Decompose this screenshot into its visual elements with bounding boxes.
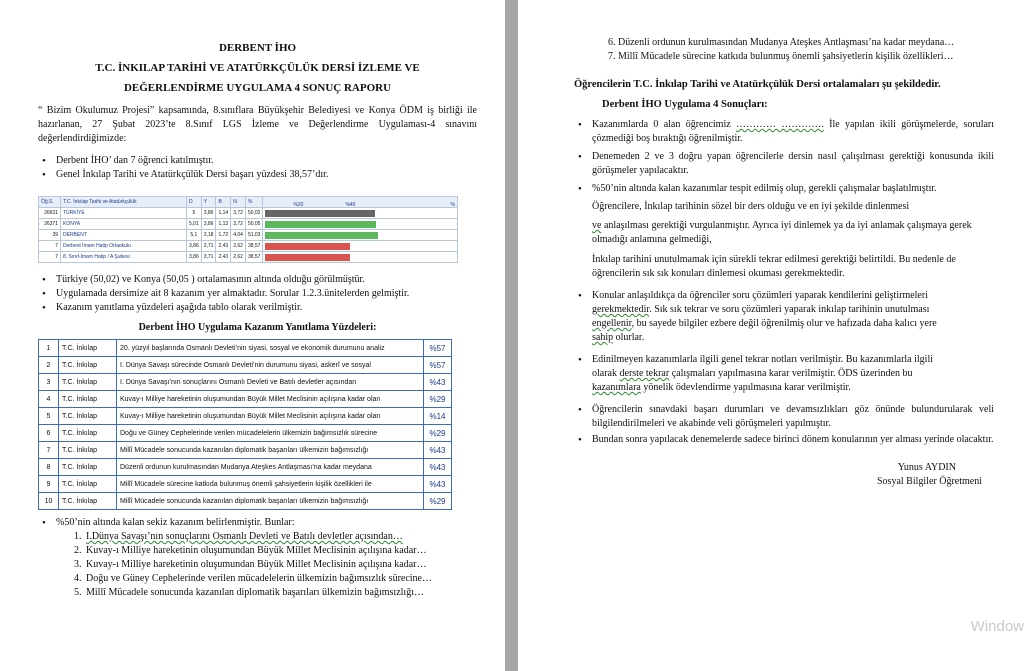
stats-cell-n: 39 [39, 230, 61, 241]
kazanim-cell-ders: T.C. İnkılap [59, 357, 117, 374]
kazanim-cell-pct: %43 [424, 442, 452, 459]
kazanim-cell-text: Kuvay-ı Milliye hareketinin oluşumundan Büyük Millet Meclisinin açılışına kadar olan [117, 408, 424, 425]
stats-cell-b: 1,14 [216, 208, 231, 219]
kazanim-cell-pct: %57 [424, 357, 452, 374]
stats-cell-y: 3,18 [201, 230, 216, 241]
list-item: 6. Düzenli ordunun kurulmasından Mudanya Ateşkes Antlaşması’na kadar meydana… [608, 37, 955, 48]
stats-cell-n: 7 [39, 241, 61, 252]
stats-cell-n: 26631 [39, 208, 61, 219]
stats-cell-y: 3,86 [201, 208, 216, 219]
list-item: • %50’nin altında kalan kazanımlar tespit edilmiş olup, gerekli çalışmalar başlatılmıştır. [574, 182, 994, 196]
stats-bar [265, 210, 375, 217]
stats-header-cell: Öğ.S. [39, 197, 61, 208]
study-bullets [574, 289, 994, 447]
stats-table [38, 196, 458, 263]
table-row [39, 459, 452, 476]
kazanim-cell-text: Doğu ve Güney Cephelerinde verilen mücadelelerin ülkemizin bağımsızlık sürecine [117, 425, 424, 442]
kazanim-cell-text: Millî Mücadele sonucunda kazanılan diplomatik başarıları ülkemizin bağımsızlığı [117, 442, 424, 459]
kazanim-cell-pct: %14 [424, 408, 452, 425]
stats-bar [265, 221, 375, 228]
list-item: • Denemeden 2 ve 3 doğru yapan öğrencilerle dersin nasıl çalışılması gerektiği konusunda ikili görüşmeler yapılacaktır. [574, 150, 994, 178]
report-title-line1: DERBENT İHO [218, 42, 297, 54]
stats-bar-cell [263, 219, 458, 230]
kazanim-cell-ders: T.C. İnkılap [59, 459, 117, 476]
kazanim-cell-no: 10 [39, 493, 59, 510]
intro-bullets [38, 154, 477, 182]
list-item: 7. Millî Mücadele sürecine katkıda bulunmuş önemli şahsiyetlerin kişilik özellikleri… [608, 51, 954, 62]
stats-cell-net: 3,72 [231, 219, 246, 230]
results-paragraphs [574, 200, 994, 281]
stats-header-cell: % [245, 197, 263, 208]
stats-cell-pct: 50,02 [245, 208, 263, 219]
kazanim-cell-no: 4 [39, 391, 59, 408]
signature-name: Yunus AYDIN [897, 462, 956, 473]
signature-title: Sosyal Bilgiler Öğretmeni [877, 476, 982, 487]
kazanim-cell-no: 7 [39, 442, 59, 459]
stats-row [39, 241, 458, 252]
kazanim-cell-ders: T.C. İnkılap [59, 476, 117, 493]
list-item: • Derbent İHO’ dan 7 öğrenci katılmıştır. [38, 154, 477, 168]
stats-cell-b: 1,13 [216, 219, 231, 230]
kazanim-cell-text: I. Dünya Savaşı’nın sonuçlarını Osmanlı Devleti ve Batılı devletler açısından [117, 374, 424, 391]
stats-bar-cell [263, 208, 458, 219]
kazanim-cell-no: 1 [39, 340, 59, 357]
kazanim-cell-ders: T.C. İnkılap [59, 408, 117, 425]
kazanim-cell-ders: T.C. İnkılap [59, 493, 117, 510]
stats-cell-pct: 38,57 [245, 252, 263, 263]
list-item: • %50’nin altında kalan sekiz kazanım belirlenmiştir. Bunlar: [38, 516, 477, 530]
stats-cell-b: 2,43 [216, 241, 231, 252]
list-item: • Genel İnkılap Tarihi ve Atatürkçülük Dersi başarı yüzdesi 38,57’dır. [38, 168, 477, 182]
stats-cell-name: 8. Sınıf-İmam Hatip / A Şubesi [61, 252, 187, 263]
stats-cell-d: 5 [187, 208, 202, 219]
stats-header-cell: N [231, 197, 246, 208]
kazanim-cell-pct: %57 [424, 340, 452, 357]
list-item: 3. Kuvay-ı Milliye hareketinin oluşumundan Büyük Millet Meclisinin açılışına kadar… [84, 558, 477, 572]
scale-label-pct: % [450, 202, 455, 208]
report-title-line2: T.C. İNKILAP TARİHİ VE ATATÜRKÇÜLÜK DERSİ İZLEME VE [95, 62, 420, 74]
stats-cell-pct: 38,57 [245, 241, 263, 252]
stats-cell-net: 2,62 [231, 241, 246, 252]
list-item: • Konular anlaşıldıkça da öğrenciler soru çözümleri yaparak kendilerini geliştirmeleri gerekmektedir. Sık sık tekrar ve soru çözümleri yaparak inkılap tarihinin unutulması engellenir, bu sayede bilgiler ezbere değil öğrenilmiş olur ve hafızada daha kalıcı yere sahip olurlar. [574, 289, 994, 345]
results-bullets [574, 118, 994, 196]
document-page-left [0, 0, 505, 671]
stats-cell-n: 26371 [39, 219, 61, 230]
stats-cell-name: Derbent İmam Hatip Ortaokulu [61, 241, 187, 252]
intro-paragraph: “ Bizim Okulumuz Projesi” kapsamında, 8.sınıflara Büyükşehir Belediyesi ve Konya ÖDM iş birliği ile hazırlanan, 27 Şubat 2023’te 8.Sınıf LGS İzleme ve Değerlendirme Uygulaması-4 sınavını değerlendirdiğimizde: [38, 105, 477, 144]
stats-cell-d: 3,86 [187, 252, 202, 263]
kazanim-cell-pct: %29 [424, 391, 452, 408]
below-threshold-bullet [38, 516, 477, 530]
list-item: 1. I.Dünya Savaşı’nın sonuçlarını Osmanlı Devleti ve Batılı devletler açısından… [84, 530, 477, 544]
paragraph: İnkılap tarihini unutulmamak için sürekli tekrar edilmesi gerektiği belirtildi. Bu nedenle de öğrencilerin sık sık konuları dinlemesi okuması gerekmektedir. [592, 254, 956, 279]
stats-cell-net: 4,04 [231, 230, 246, 241]
kazanim-cell-pct: %29 [424, 425, 452, 442]
stats-row [39, 208, 458, 219]
kazanim-cell-no: 6 [39, 425, 59, 442]
stats-bar-cell [263, 230, 458, 241]
stats-header-cell: Y [201, 197, 216, 208]
kazanim-table [38, 339, 452, 510]
stats-cell-d: 3,86 [187, 241, 202, 252]
stats-cell-net: 2,62 [231, 252, 246, 263]
signature-block [574, 461, 994, 489]
stats-bar-header [263, 197, 458, 208]
table-row [39, 391, 452, 408]
os-activation-watermark: Window [970, 618, 1024, 635]
table-row [39, 408, 452, 425]
kazanim-cell-pct: %29 [424, 493, 452, 510]
list-item: • Bundan sonra yapılacak denemelerde sadece birinci dönem konularının yer alması yerinde olacaktır. [574, 433, 994, 447]
stats-cell-name: DERBENT [61, 230, 187, 241]
stats-cell-y: 3,71 [201, 241, 216, 252]
stats-row [39, 230, 458, 241]
stats-row [39, 219, 458, 230]
stats-cell-b: 2,43 [216, 252, 231, 263]
stats-cell-net: 3,72 [231, 208, 246, 219]
paragraph: ve anlaşılması gerektiği vurgulanmıştır. Ayrıca iyi dinlemek ya da iyi anlamak çalışmaya gerek olmadığı anlamına gelmediği, [592, 220, 972, 245]
document-page-right [518, 0, 1024, 671]
list-item: • Türkiye (50,02) ve Konya (50,05 ) ortalamasının altında olduğu görülmüştür. [38, 273, 477, 287]
list-item: 5. Millî Mücadele sonucunda kazanılan diplomatik başarıları ülkemizin bağımsızlığı… [84, 586, 477, 600]
kazanim-cell-no: 3 [39, 374, 59, 391]
kazanim-table-title: Derbent İHO Uygulama Kazanım Yanıtlama Yüzdeleri: [138, 322, 377, 333]
table-row [39, 476, 452, 493]
list-continuation [574, 36, 994, 64]
paragraph: Öğrencilere, İnkılap tarihinin sözel bir ders olduğu ve en iyi şekilde dinlenmesi [592, 201, 910, 212]
stats-cell-y: 3,86 [201, 219, 216, 230]
list-item: 2. Kuvay-ı Milliye hareketinin oluşumundan Büyük Millet Meclisinin açılışına kadar… [84, 544, 477, 558]
stats-cell-d: 5,01 [187, 219, 202, 230]
summary-bullets [38, 273, 477, 315]
kazanim-cell-no: 2 [39, 357, 59, 374]
table-row [39, 374, 452, 391]
kazanim-cell-ders: T.C. İnkılap [59, 425, 117, 442]
stats-header-cell: T.C. İnkılap Tarihi ve Atatürkçülük [61, 197, 187, 208]
list-item: • Edinilmeyen kazanımlarla ilgili genel tekrar notları verilmiştir. Bu kazanımlarla ilgili olarak derste tekrar çalışmaları yapılmasına karar verilmiştir. ÖDS üzerinden bu kazanımlara yönelik ödevlendirme yapılmasına karar verilmiştir. [574, 353, 994, 395]
stats-bar [265, 243, 350, 250]
kazanim-cell-text: Millî Mücadele sürecine katkıda bulunmuş önemli şahsiyetlerin kişilik özellikleri ile [117, 476, 424, 493]
stats-cell-name: TÜRKİYE [61, 208, 187, 219]
table-row [39, 493, 452, 510]
stats-cell-pct: 51,03 [245, 230, 263, 241]
stats-row [39, 252, 458, 263]
kazanim-cell-text: I. Dünya Savaşı sürecinde Osmanlı Devleti’nin durumunu siyasi, askerî ve sosyal [117, 357, 424, 374]
stats-cell-y: 3,71 [201, 252, 216, 263]
stats-bar-cell [263, 241, 458, 252]
kazanim-cell-no: 9 [39, 476, 59, 493]
stats-cell-name: KONYA [61, 219, 187, 230]
list-item: • Kazanımlarda 0 alan öğrencimiz ………… …………. İle yapılan ikili görüşmelerde, soruları çözmediği boş bıraktığı öğrenilmiştir. [574, 118, 994, 146]
results-heading: Öğrencilerin T.C. İnkılap Tarihi ve Atatürkçülük Dersi ortalamaları şu şekildedir. [574, 79, 941, 90]
kazanim-cell-no: 8 [39, 459, 59, 476]
kazanim-cell-text: Millî Mücadele sonucunda kazanılan diplomatik başarıları ülkemizin bağımsızlığı [117, 493, 424, 510]
stats-bar-cell [263, 252, 458, 263]
stats-cell-d: 5,1 [187, 230, 202, 241]
kazanim-cell-pct: %43 [424, 374, 452, 391]
stats-header-row [39, 197, 458, 208]
table-row [39, 442, 452, 459]
scale-label-40: %40 [345, 202, 356, 208]
table-row [39, 425, 452, 442]
stats-bar [265, 232, 377, 239]
kazanim-cell-text: Kuvay-ı Milliye hareketinin oluşumundan Büyük Millet Meclisinin açılışına kadar olan [117, 391, 424, 408]
list-item: 4. Doğu ve Güney Cephelerinde verilen mücadelelerin ülkemizin bağımsızlık sürecine… [84, 572, 477, 586]
stats-header-cell: D [187, 197, 202, 208]
kazanim-cell-pct: %43 [424, 459, 452, 476]
list-item: • Kazanım yanıtlama yüzdeleri aşağıda tablo olarak verilmiştir. [38, 301, 477, 315]
results-subheading: Derbent İHO Uygulama 4 Sonuçları: [602, 99, 768, 110]
kazanim-cell-ders: T.C. İnkılap [59, 442, 117, 459]
below-threshold-list [38, 530, 477, 600]
report-title-line3: DEĞERLENDİRME UYGULAMA 4 SONUÇ RAPORU [123, 82, 392, 94]
kazanim-cell-no: 5 [39, 408, 59, 425]
kazanim-cell-pct: %43 [424, 476, 452, 493]
list-item: • Uygulamada dersimize ait 8 kazanım yer almaktadır. Sorular 1.2.3.ünitelerden gelmiştir. [38, 287, 477, 301]
kazanim-cell-text: Düzenli ordunun kurulmasından Mudanya Ateşkes Antlaşması’na kadar meydana [117, 459, 424, 476]
scale-label-20: %20 [293, 202, 304, 208]
kazanim-cell-ders: T.C. İnkılap [59, 340, 117, 357]
stats-cell-b: 1,72 [216, 230, 231, 241]
stats-cell-pct: 50,05 [245, 219, 263, 230]
kazanim-cell-ders: T.C. İnkılap [59, 374, 117, 391]
table-row [39, 357, 452, 374]
stats-header-cell: B [216, 197, 231, 208]
stats-bar [265, 254, 350, 261]
table-row [39, 340, 452, 357]
kazanim-cell-ders: T.C. İnkılap [59, 391, 117, 408]
stats-cell-n: 7 [39, 252, 61, 263]
list-item: • Öğrencilerin sınavdaki başarı durumları ve devamsızlıkları göz önünde bulundurularak veli bilgilendirilmeleri ve akabinde veli görüşmeleri yapılmıştır. [574, 403, 994, 431]
kazanim-cell-text: 20. yüzyıl başlarında Osmanlı Devleti’nin siyasi, sosyal ve ekonomik durumunu analiz [117, 340, 424, 357]
